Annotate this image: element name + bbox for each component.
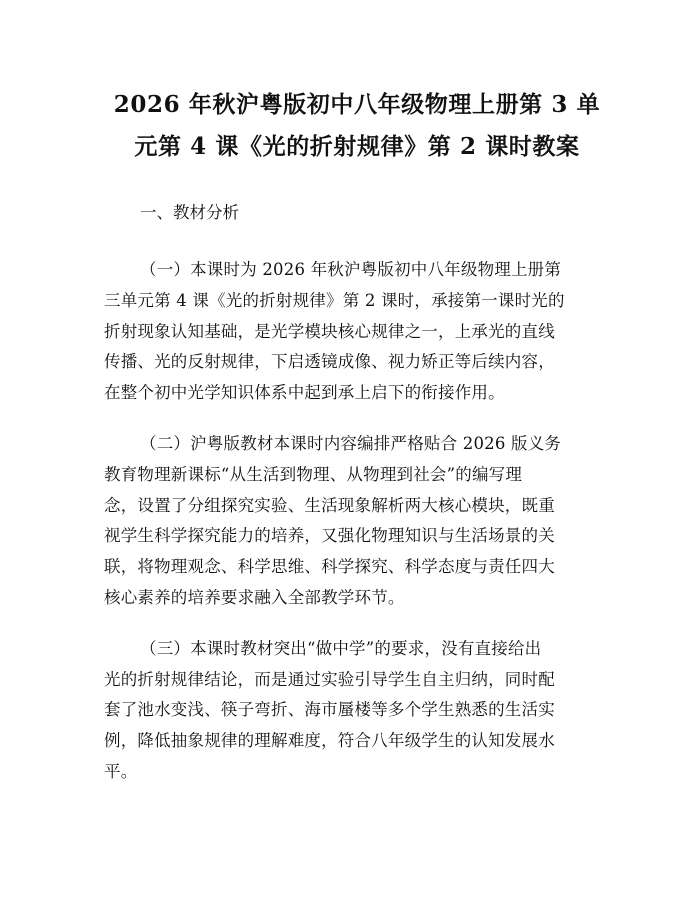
paragraph-line: （一）本课时为 2026 年秋沪粤版初中八年级物理上册第 (140, 260, 562, 279)
paragraph-line: 平。 (104, 761, 138, 781)
paragraph-1 (104, 255, 610, 409)
paragraph-line: 光的折射规律结论，而是通过实验引导学生自主归纳，同时配 (104, 669, 555, 689)
paragraph-line: （二）沪粤版教材本课时内容编排严格贴合 2026 版义务 (140, 433, 562, 453)
paragraph-line: （三）本课时教材突出“做中学”的要求，没有直接给出 (140, 638, 542, 658)
paragraph-line: 例，降低抽象规律的理解难度，符合八年级学生的认知发展水 (104, 731, 555, 751)
paragraph-2 (104, 429, 610, 614)
title-line: 元第 4 课《光的折射规律》第 2 课时教案 (134, 133, 580, 160)
paragraph-line: 念，设置了分组探究实验、生活现象解析两大核心模块，既重 (104, 495, 555, 515)
paragraph-line: 套了池水变浅、筷子弯折、海市蜃楼等多个学生熟悉的生活实 (104, 700, 555, 720)
document-title (104, 0, 610, 168)
paragraph-line: 教育物理新课标“从生活到物理、从物理到社会”的编写理 (104, 464, 523, 484)
section-heading-textbook-analysis: 一、教材分析 (140, 203, 239, 222)
paragraph-line: 折射现象认知基础，是光学模块核心规律之一，上承光的直线 (104, 321, 555, 341)
title-line: 2026 年秋沪粤版初中八年级物理上册第 3 单 (113, 91, 601, 118)
paragraph-3 (104, 634, 610, 788)
paragraph-line: 联，将物理观念、科学思维、科学探究、科学态度与责任四大 (104, 557, 555, 577)
paragraph-line: 视学生科学探究能力的培养，又强化物理知识与生活场景的关 (104, 526, 555, 546)
paragraph-line: 传播、光的反射规律，下启透镜成像、视力矫正等后续内容， (104, 352, 555, 372)
paragraph-line: 三单元第 4 课《光的折射规律》第 2 课时，承接第一课时光的 (104, 290, 565, 310)
paragraph-line: 在整个初中光学知识体系中起到承上启下的衔接作用。 (104, 383, 505, 403)
paragraph-line: 核心素养的培养要求融入全部教学环节。 (104, 587, 405, 607)
